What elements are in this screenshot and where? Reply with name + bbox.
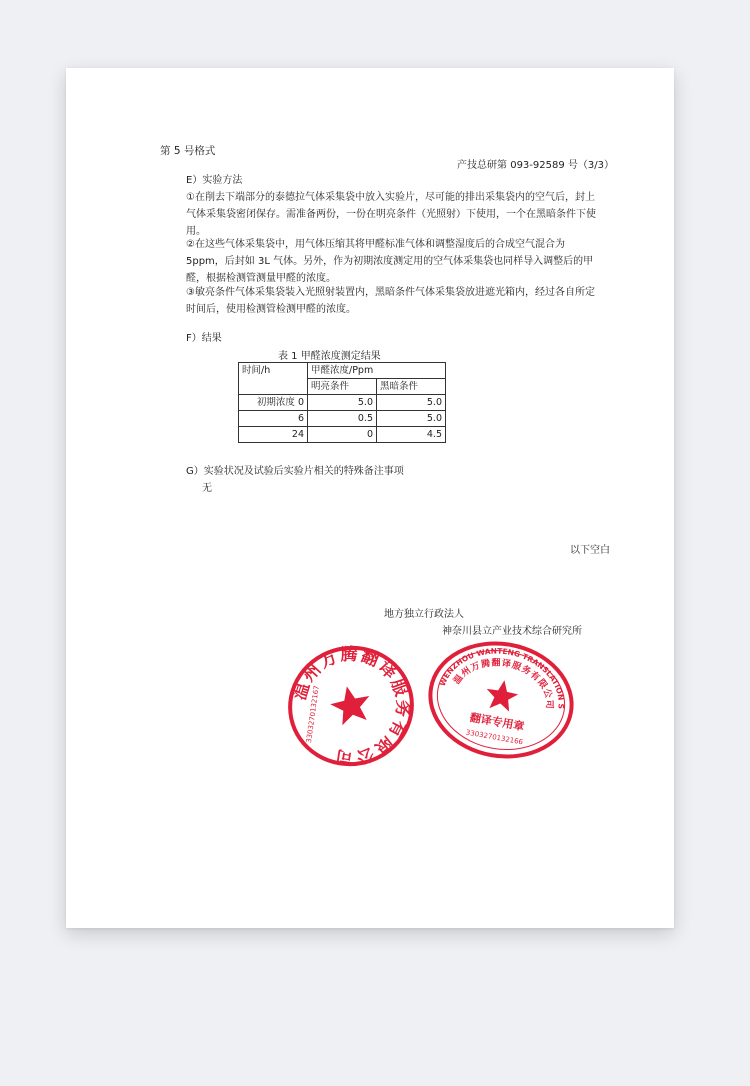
cell-bright: 5.0	[308, 395, 377, 411]
cell-time: 6	[239, 411, 308, 427]
method-step-1: ①在削去下端部分的泰德拉气体采集袋中放入实验片，尽可能的排出采集袋内的空气后，封上气体采集袋密闭保存。需准备两份，一份在明亮条件（光照射）下使用，一个在黑暗条件下使用。	[186, 192, 596, 237]
section-e-title: E）实验方法	[186, 175, 243, 186]
header-time: 时间/h	[239, 363, 308, 395]
section-g-title: G）实验状况及试验后实验片相关的特殊备注事项	[186, 466, 404, 477]
cell-dark: 5.0	[377, 395, 446, 411]
document-id: 产技总研第 093-92589 号（3/3）	[457, 160, 614, 171]
company-seal-left	[286, 644, 416, 768]
seal-star-icon	[484, 678, 521, 713]
section-f-title: F）结果	[186, 333, 222, 344]
results-table	[238, 362, 446, 443]
table-header-row	[239, 363, 446, 379]
blank-note: 以下空白	[570, 545, 610, 556]
seal-left-text: 温州万腾翻译服务有限公司	[290, 644, 413, 768]
cell-time: 初期浓度 0	[239, 395, 308, 411]
signature-line-2: 神奈川县立产业技术综合研究所	[442, 626, 582, 637]
method-step-2: ②在这些气体采集袋中，用气体压缩其将甲醛标准气体和调整湿度后的合成空气混合为 5ppm，后封如 3L 气体。另外，作为初期浓度测定用的空气体采集袋也同样导入调整后的甲醛，根据检测管测量甲醛的浓度。	[186, 239, 594, 284]
section-g-content: 无	[202, 483, 212, 494]
table-row	[239, 411, 446, 427]
header-concentration: 甲醛浓度/Ppm	[308, 363, 446, 379]
form-number: 第 5 号格式	[160, 145, 216, 157]
document-page	[66, 68, 674, 928]
seal-right-label: 翻译专用章	[468, 710, 526, 734]
cell-dark: 5.0	[377, 411, 446, 427]
seal-right-chinese-text: 温州万腾翻译服务有限公司	[452, 658, 554, 710]
table-row	[239, 395, 446, 411]
cell-bright: 0	[308, 427, 377, 443]
translation-seal-right	[426, 640, 576, 760]
cell-bright: 0.5	[308, 411, 377, 427]
table-row	[239, 427, 446, 443]
cell-dark: 4.5	[377, 427, 446, 443]
header-bright: 明亮条件	[308, 379, 377, 395]
signature-line-1: 地方独立行政法人	[384, 609, 464, 620]
seal-right-number: 3303270132166	[465, 728, 524, 747]
seal-right-english-text: WENZHOU WANTENG TRANSLATION SERVICE	[437, 646, 566, 710]
method-step-3: ③敏亮条件气体采集袋装入光照射装置内，黑暗条件气体采集袋放进遮光箱内，经过各自所定时间后，使用检测管检测甲醛的浓度。	[186, 287, 595, 315]
cell-time: 24	[239, 427, 308, 443]
table-caption: 表 1 甲醛浓度测定结果	[278, 351, 381, 362]
header-dark: 黑暗条件	[377, 379, 446, 395]
seal-left-number: 3303270132167	[304, 684, 321, 744]
seal-star-icon	[327, 682, 374, 727]
